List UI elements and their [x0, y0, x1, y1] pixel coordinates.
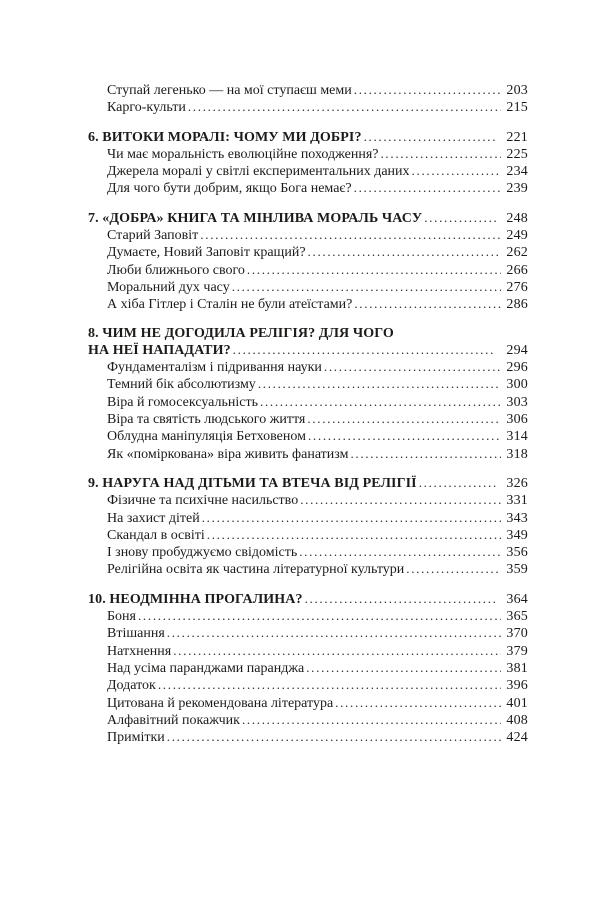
- dot-leader: [354, 296, 501, 313]
- dot-leader: [307, 411, 501, 428]
- toc-entry: [88, 660, 528, 677]
- toc-entry: [88, 227, 528, 244]
- entry-page-number: 262: [506, 245, 528, 261]
- entry-page-number: 401: [506, 695, 528, 711]
- dot-leader: [232, 279, 501, 296]
- chapter-title: 8. ЧИМ НЕ ДОГОДИЛА РЕЛІГІЯ? ДЛЯ ЧОГО: [88, 325, 394, 341]
- chapter-page-number: 221: [506, 129, 528, 145]
- entry-title: Додаток: [107, 678, 156, 694]
- toc-entry: [88, 279, 528, 296]
- entry-title: А хіба Гітлер і Сталін не були атеїстами?: [107, 297, 353, 313]
- entry-page-number: 306: [506, 412, 528, 428]
- entry-page-number: 365: [506, 609, 528, 625]
- entry-title: Фізичне та психічне насильство: [107, 493, 299, 509]
- toc-entry: [88, 359, 528, 376]
- toc-section: [88, 210, 528, 314]
- dot-leader: [258, 376, 501, 393]
- dot-leader: [260, 394, 501, 411]
- dot-leader: [305, 591, 496, 608]
- chapter-title: 7. «ДОБРА» КНИГА ТА МІНЛИВА МОРАЛЬ ЧАСУ: [88, 210, 423, 226]
- dot-leader: [300, 492, 501, 509]
- dot-leader: [308, 428, 501, 445]
- entry-page-number: 318: [506, 446, 528, 462]
- entry-title: Темний бік абсолютизму: [107, 377, 256, 393]
- entry-page-number: 424: [506, 730, 528, 746]
- chapter-page-number: 294: [506, 342, 528, 358]
- entry-page-number: 356: [506, 545, 528, 561]
- entry-page-number: 381: [506, 660, 528, 676]
- toc-entry: [88, 411, 528, 428]
- entry-page-number: 396: [506, 678, 528, 694]
- toc-entry: [88, 625, 528, 642]
- dot-leader: [412, 163, 501, 180]
- entry-title: Боня: [107, 609, 136, 625]
- toc-entry: [88, 180, 528, 197]
- entry-page-number: 349: [506, 527, 528, 543]
- entry-page-number: 379: [506, 643, 528, 659]
- dot-leader: [380, 146, 501, 163]
- dot-leader: [308, 244, 501, 261]
- dot-leader: [202, 510, 501, 527]
- chapter-title: 6. ВИТОКИ МОРАЛІ: ЧОМУ МИ ДОБРІ?: [88, 129, 362, 145]
- toc-entry: [88, 244, 528, 261]
- entry-page-number: 276: [506, 279, 528, 295]
- chapter-title: 9. НАРУГА НАД ДІТЬМИ ТА ВТЕЧА ВІД РЕЛІГІЇ: [88, 475, 417, 491]
- entry-page-number: 239: [506, 181, 528, 197]
- toc-entry: [88, 446, 528, 463]
- entry-page-number: 203: [506, 83, 528, 98]
- entry-title: Над усіма паранджами паранджа: [107, 660, 305, 676]
- toc-entry: [88, 262, 528, 279]
- entry-title: Думаєте, Новий Заповіт кращий?: [107, 245, 306, 261]
- toc-chapter-entry: [88, 475, 528, 492]
- toc-entry: [88, 643, 528, 660]
- dot-leader: [406, 561, 501, 578]
- entry-title: Як «поміркована» віра живить фанатизм: [107, 446, 349, 462]
- toc-entry: [88, 146, 528, 163]
- dot-leader: [233, 342, 496, 359]
- toc-entry: [88, 510, 528, 527]
- chapter-page-number: 364: [506, 591, 528, 607]
- dot-leader: [424, 210, 496, 227]
- toc-entry: [88, 296, 528, 313]
- entry-page-number: 343: [506, 510, 528, 526]
- toc-chapter-entry: [88, 326, 528, 342]
- toc-entry: [88, 99, 528, 116]
- toc-entry: [88, 527, 528, 544]
- entry-title: Ступай легенько — на мої ступаєш меми: [107, 83, 352, 98]
- dot-leader: [138, 608, 501, 625]
- entry-page-number: 296: [506, 360, 528, 376]
- toc-entry: [88, 712, 528, 729]
- toc-entry: [88, 163, 528, 180]
- entry-title: Моральний дух часу: [107, 279, 230, 295]
- entry-page-number: 300: [506, 377, 528, 393]
- entry-page-number: 266: [506, 262, 528, 278]
- chapter-page-number: 248: [506, 210, 528, 226]
- entry-page-number: 249: [506, 228, 528, 244]
- toc-chapter-entry: [88, 591, 528, 608]
- dot-leader: [299, 544, 501, 561]
- dot-leader: [158, 677, 501, 694]
- entry-title: Старий Заповіт: [107, 228, 199, 244]
- entry-title: Фундаменталізм і підривання науки: [107, 360, 322, 376]
- toc-entry: [88, 608, 528, 625]
- chapter-title: НА НЕЇ НАПАДАТИ?: [88, 342, 231, 358]
- entry-title: Для чого бути добрим, якщо Бога немає?: [107, 181, 352, 197]
- entry-page-number: 331: [506, 493, 528, 509]
- toc-section: [88, 82, 528, 117]
- entry-title: Джерела моралі у світлі експериментальних даних: [107, 164, 410, 180]
- dot-leader: [354, 82, 501, 99]
- dot-leader: [324, 359, 501, 376]
- toc-entry: [88, 428, 528, 445]
- dot-leader: [207, 527, 501, 544]
- entry-page-number: 359: [506, 562, 528, 578]
- toc-section: [88, 475, 528, 579]
- entry-title: Облудна маніпуляція Бетховеном: [107, 429, 306, 445]
- entry-title: Втішання: [107, 626, 165, 642]
- toc-entry: [88, 376, 528, 393]
- entry-page-number: 225: [506, 146, 528, 162]
- entry-title: Натхнення: [107, 643, 172, 659]
- toc-section: [88, 591, 528, 747]
- toc-entry: [88, 695, 528, 712]
- dot-leader: [200, 227, 501, 244]
- entry-title: Примітки: [107, 730, 165, 746]
- toc-entry: [88, 544, 528, 561]
- toc-entry: [88, 677, 528, 694]
- chapter-title: 10. НЕОДМІННА ПРОГАЛИНА?: [88, 591, 303, 607]
- toc-chapter-entry: [88, 342, 528, 359]
- entry-page-number: 215: [506, 100, 528, 116]
- entry-title: Чи має моральність еволюційне походження?: [107, 146, 379, 162]
- toc-entry: [88, 82, 528, 99]
- toc-chapter-entry: [88, 129, 528, 146]
- toc-entry: [88, 394, 528, 411]
- entry-title: Віра й гомосексуальність: [107, 394, 258, 410]
- entry-title: Скандал в освіті: [107, 527, 205, 543]
- toc-entry: [88, 729, 528, 746]
- entry-page-number: 314: [506, 429, 528, 445]
- toc-entry: [88, 561, 528, 578]
- toc-section: [88, 129, 528, 198]
- entry-title: Алфавітний покажчик: [107, 712, 240, 728]
- entry-title: Релігійна освіта як частина літературної культури: [107, 562, 405, 578]
- table-of-contents: [88, 82, 528, 746]
- dot-leader: [188, 99, 501, 116]
- dot-leader: [419, 475, 496, 492]
- toc-entry: [88, 492, 528, 509]
- dot-leader: [247, 262, 501, 279]
- entry-page-number: 408: [506, 712, 528, 728]
- entry-title: Віра та святість людського життя: [107, 412, 306, 428]
- toc-chapter-entry: [88, 210, 528, 227]
- dot-leader: [364, 129, 496, 146]
- entry-page-number: 303: [506, 394, 528, 410]
- dot-leader: [335, 695, 501, 712]
- entry-title: Люби ближнього свого: [107, 262, 245, 278]
- dot-leader: [354, 180, 501, 197]
- dot-leader: [306, 660, 501, 677]
- entry-page-number: 286: [506, 297, 528, 313]
- entry-title: На захист дітей: [107, 510, 200, 526]
- dot-leader: [173, 643, 501, 660]
- toc-section: [88, 326, 528, 463]
- entry-title: І знову пробуджуємо свідомість: [107, 545, 298, 561]
- entry-title: Цитована й рекомендована література: [107, 695, 334, 711]
- dot-leader: [167, 625, 501, 642]
- dot-leader: [350, 446, 501, 463]
- dot-leader: [167, 729, 501, 746]
- dot-leader: [242, 712, 501, 729]
- entry-page-number: 234: [506, 164, 528, 180]
- chapter-page-number: 326: [506, 475, 528, 491]
- entry-title: Карго-культи: [107, 100, 186, 116]
- entry-page-number: 370: [506, 626, 528, 642]
